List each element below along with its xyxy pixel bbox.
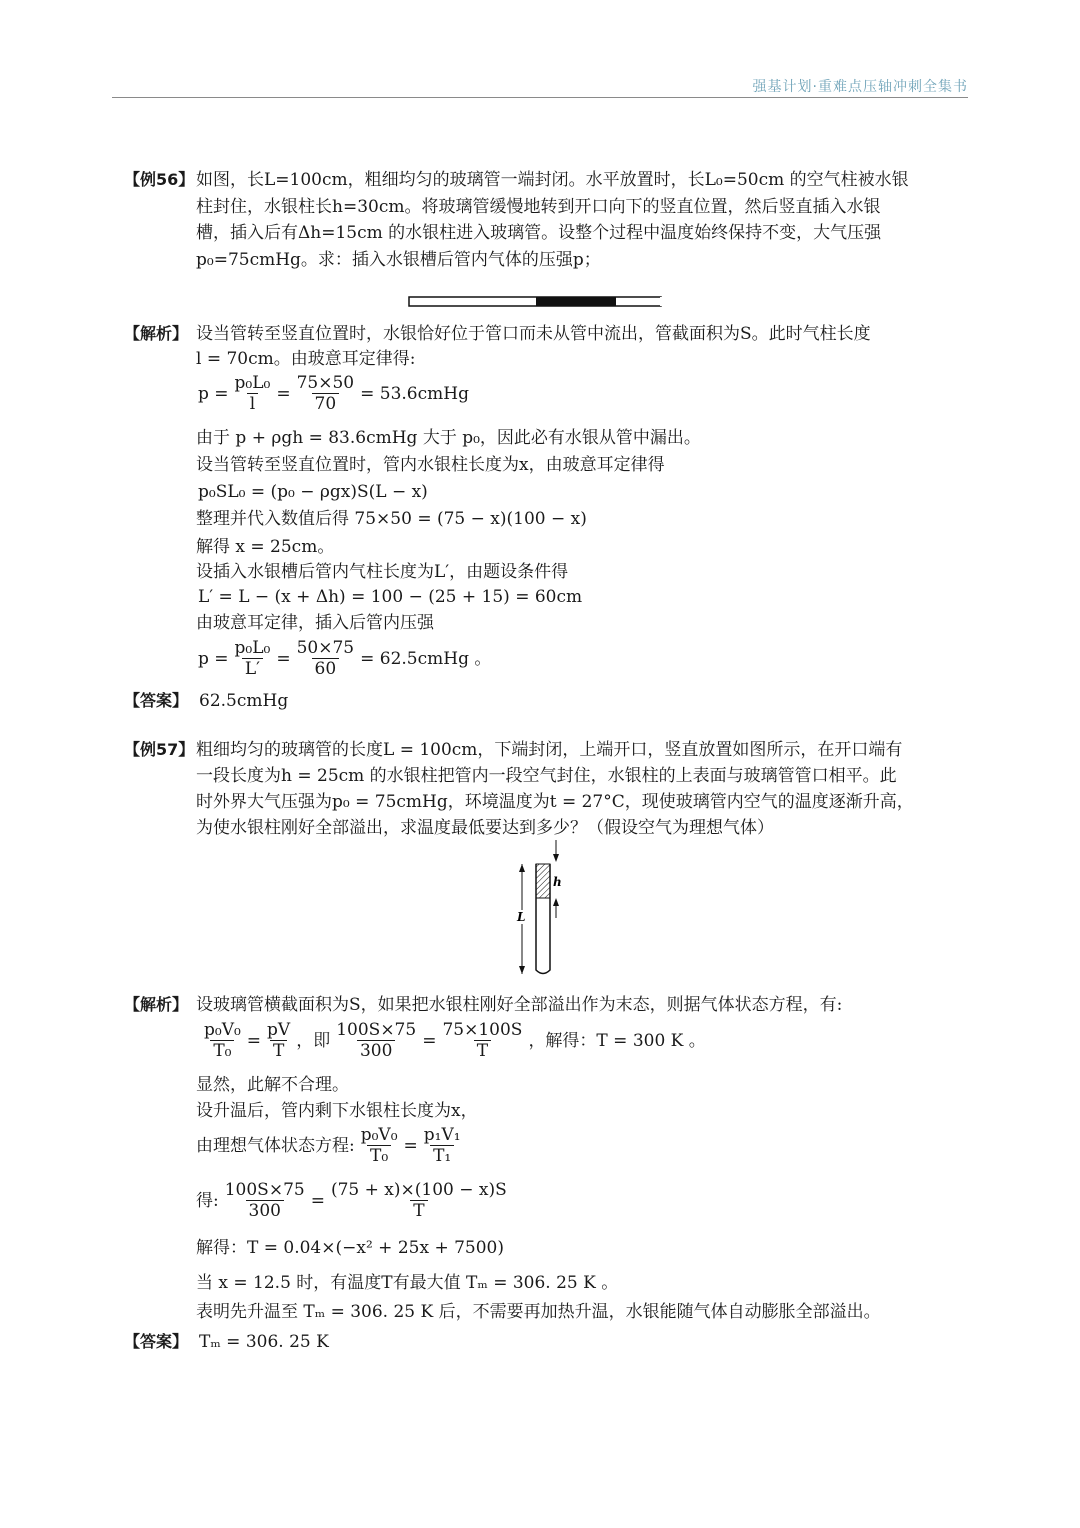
ex56-answer-tag: 【答案】 [124,691,189,710]
ex57-text-2: 一段长度为h = 25cm 的水银柱把管内一段空气封住，水银柱的上表面与玻璃管管口相平。此 [196,766,897,786]
ex56-solution-tag: 【解析】 [124,324,189,343]
ex57-sol-1: 显然，此解不合理。 [196,1075,349,1095]
ex56-text-4: p₀=75cmHg。求：插入水银槽后管内气体的压强p； [196,250,601,270]
equation-a: $\frac{\text{p₀V₀}}{\text{T₀}}$ = $\frac{pV}{T}$ ，即 $\frac{100S\times 75}{300}$ = $\frac{75\times 100S}{T}$ ，解得：T = 300 K 。 [204,1020,706,1061]
mercury-column [536,864,550,898]
ex56-sol-9: L′ = L − (x + Δh) = 100 − (25 + 15) = 60cm [198,587,583,607]
ex57-text-4: 为使水银柱刚好全部溢出，求温度最低要达到多少？（假设空气为理想气体） [196,818,774,838]
ex57-sol-5: 表明先升温至 Tₘ = 306. 25 K 后，不需要再加热升温，水银能随气体自动膨胀全部溢出。 [196,1302,881,1322]
ex56-text-2: 柱封住，水银柱长h=30cm。将玻璃管缓慢地转到开口向下的竖直位置，然后竖直插入水银 [196,197,881,217]
ex56-sol-1: 设当管转至竖直位置时，水银恰好位于管口而未从管中流出，管截面积为S。此时气柱长度 [196,324,871,344]
ex57-answer: Tₘ = 306. 25 K [199,1332,329,1352]
ex57-text-1: 粗细均匀的玻璃管的长度L = 100cm，下端封闭，上端开口，竖直放置如图所示，在开口端有 [196,740,903,760]
ex56-tag: 【例56】 [124,170,195,189]
ex56-sol-5: p₀SL₀ = (p₀ − ρgx)S(L − x) [198,482,428,502]
ex56-sol-8: 设插入水银槽后管内气柱长度为L′，由题设条件得 [196,562,569,582]
ex56-sol-3: 由于 p + ρgh = 83.6cmHg 大于 p₀，因此必有水银从管中漏出。 [196,428,701,448]
equation-c: 得: $\frac{100S\times 75}{300}$ = $\frac{(75 + x)\times(100 - x)S}{T}$ [196,1180,507,1221]
running-title: 强基计划·重难点压轴冲刺全集书 [752,79,968,95]
ex56-text-1: 如图，长L=100cm，粗细均匀的玻璃管一端封闭。水平放置时，长L₀=50cm 的空气柱被水银 [196,170,909,190]
ex57-sol-intro: 设玻璃管横截面积为S，如果把水银柱刚好全部溢出作为末态，则据气体状态方程，有: [196,995,843,1015]
equation-b: 由理想气体状态方程: $\frac{\text{p₀V₀}}{\text{T₀}}$ = $\frac{\text{p₁V₁}}{\text{T₁}}$ [196,1125,461,1166]
ex57-answer-tag: 【答案】 [124,1332,189,1351]
ex56-answer: 62.5cmHg [199,691,289,711]
L-label: L [517,910,526,924]
header-rule [112,97,968,98]
ex57-tag: 【例57】 [124,740,195,759]
ex57-sol-4: 当 x = 12.5 时，有温度T有最大值 Tₘ = 306. 25 K 。 [196,1273,619,1293]
ex57-sol-3: 解得：T = 0.04×(−x² + 25x + 7500) [196,1238,504,1258]
vertical-tube-figure [512,840,572,980]
ex57-sol-2: 设升温后，管内剩下水银柱长度为x， [196,1101,478,1121]
equation-2: p = $\frac{\text{p₀L₀}}{L'}$ = $\frac{50\times 75}{60}$ = 62.5cmHg 。 [198,638,492,679]
ex56-sol-10: 由玻意耳定律，插入后管内压强 [196,613,434,633]
horizontal-tube-figure [408,294,664,310]
ex56-sol-7: 解得 x = 25cm。 [196,537,335,557]
ex56-sol-6: 整理并代入数值后得 75×50 = (75 − x)(100 − x) [196,509,587,529]
mercury-column [536,297,616,306]
ex56-text-3: 槽，插入后有Δh=15cm 的水银柱进入玻璃管。设整个过程中温度始终保持不变，大气压强 [196,223,882,243]
ex56-sol-2: l = 70cm。由玻意耳定律得: [196,349,416,369]
equation-1: p = $\frac{\text{p₀L₀}}{l}$ = $\frac{75\times 50}{70}$ = 53.6cmHg [198,373,469,414]
ex57-text-3: 时外界大气压强为p₀ = 75cmHg，环境温度为t = 27°C，现使玻璃管内空气的温度逐渐升高， [196,792,914,812]
ex56-sol-4: 设当管转至竖直位置时，管内水银柱长度为x，由玻意耳定律得 [196,455,665,475]
ex57-solution-tag: 【解析】 [124,995,189,1014]
h-label: h [553,875,562,889]
